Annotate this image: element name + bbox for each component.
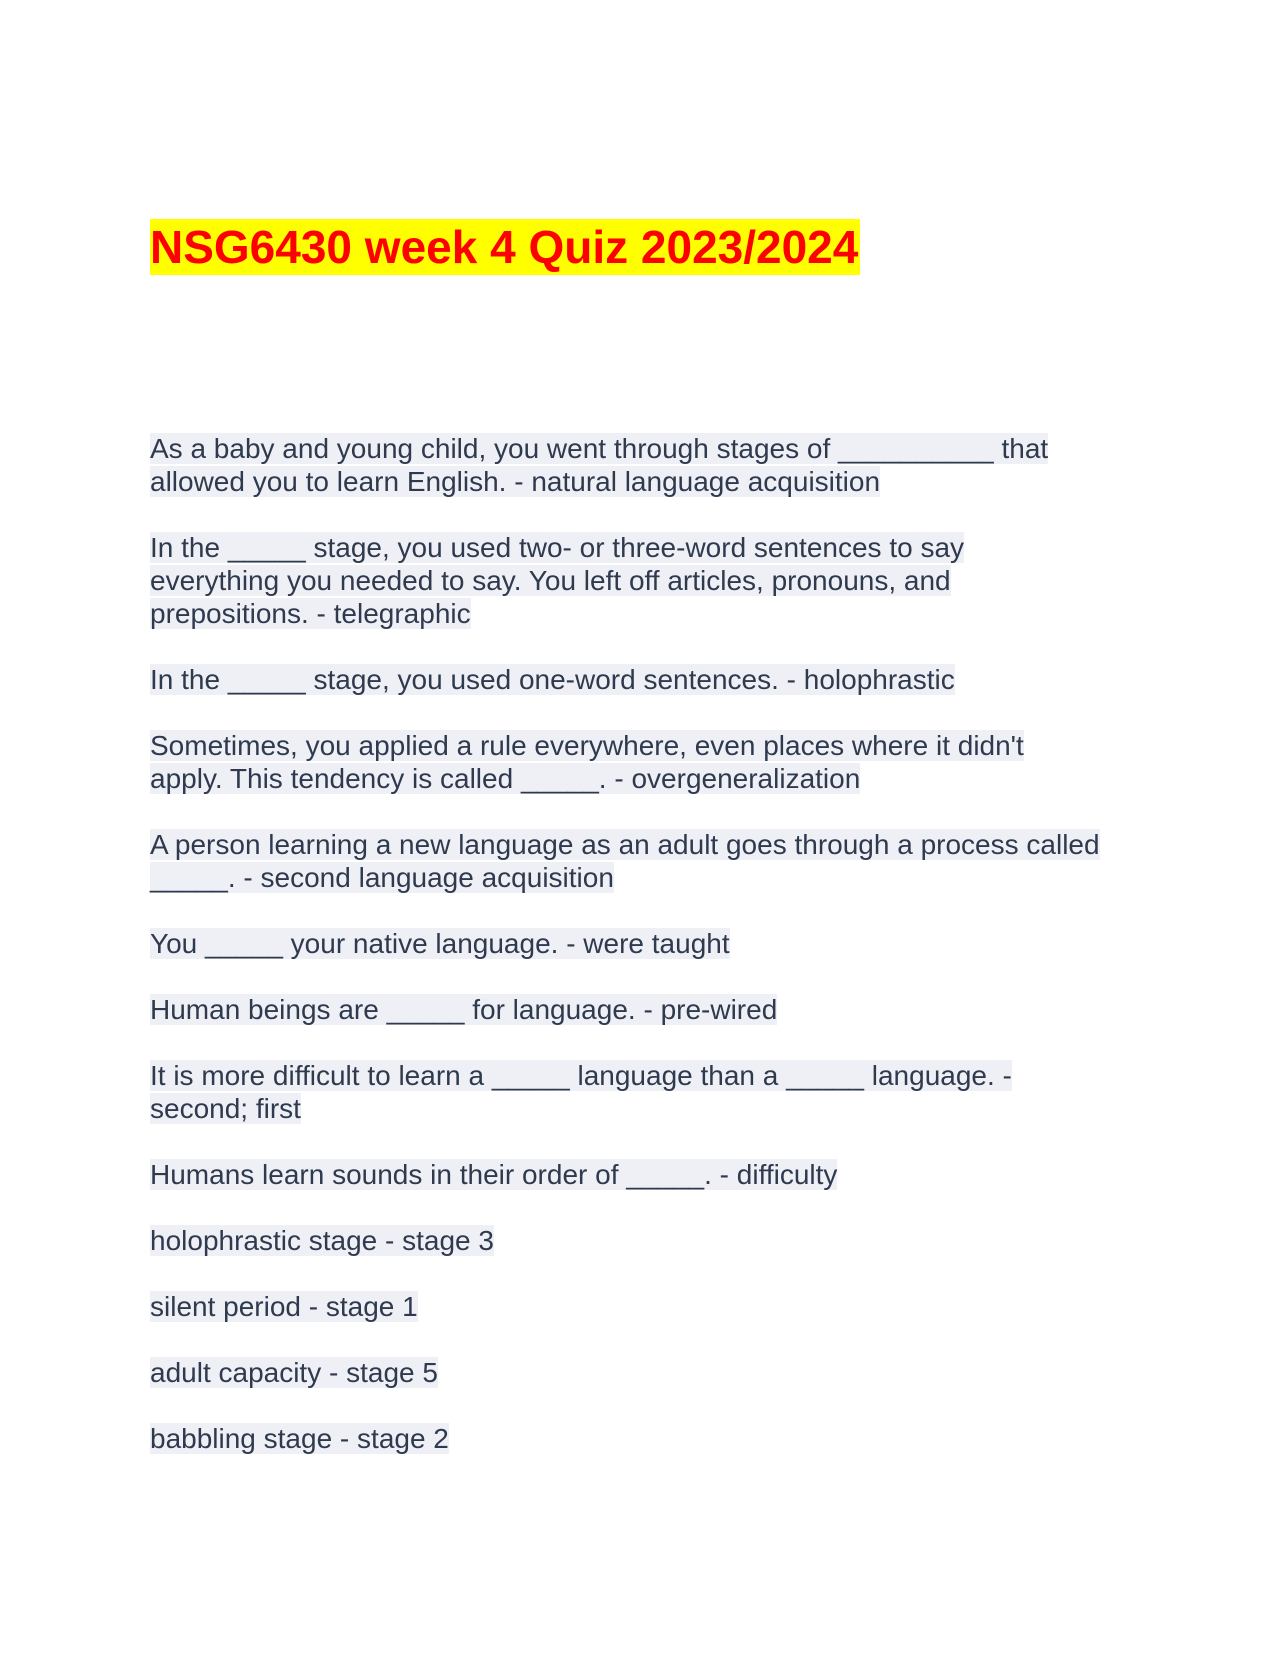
qa-item [150, 1422, 1100, 1455]
qa-item [150, 993, 1100, 1026]
qa-text: In the _____ stage, you used two- or three-word sentences to say everything you needed to say. You left off articles, pronouns, and prepositions. - telegraphic [150, 532, 965, 629]
qa-item [150, 1158, 1100, 1191]
qa-text: As a baby and young child, you went through stages of __________ that allowed you to learn English. - natural language acquisition [150, 433, 1049, 497]
qa-text: silent period - stage 1 [150, 1291, 418, 1322]
qa-item [150, 432, 1100, 498]
qa-item [150, 927, 1100, 960]
qa-item [150, 1224, 1100, 1257]
qa-item [150, 531, 1100, 630]
qa-item [150, 1356, 1100, 1389]
qa-text: A person learning a new language as an adult goes through a process called _____. - second language acquisition [150, 829, 1100, 893]
qa-text: You _____ your native language. - were taught [150, 928, 730, 959]
qa-text: Human beings are _____ for language. - pre-wired [150, 994, 778, 1025]
qa-text: babbling stage - stage 2 [150, 1423, 449, 1454]
qa-text: Sometimes, you applied a rule everywhere, even places where it didn't apply. This tendency is called _____. - overgeneralization [150, 730, 1024, 794]
qa-text: Humans learn sounds in their order of _____. - difficulty [150, 1159, 838, 1190]
qa-item [150, 663, 1100, 696]
qa-text: holophrastic stage - stage 3 [150, 1225, 494, 1256]
qa-item [150, 1059, 1100, 1125]
qa-text: In the _____ stage, you used one-word sentences. - holophrastic [150, 664, 955, 695]
qa-text: It is more difficult to learn a _____ language than a _____ language. - second; first [150, 1060, 1012, 1124]
qa-list [150, 432, 1100, 1488]
qa-item [150, 1290, 1100, 1323]
qa-item [150, 729, 1100, 795]
document-title: NSG6430 week 4 Quiz 2023/2024 [150, 221, 859, 273]
qa-item [150, 828, 1100, 894]
qa-text: adult capacity - stage 5 [150, 1357, 438, 1388]
